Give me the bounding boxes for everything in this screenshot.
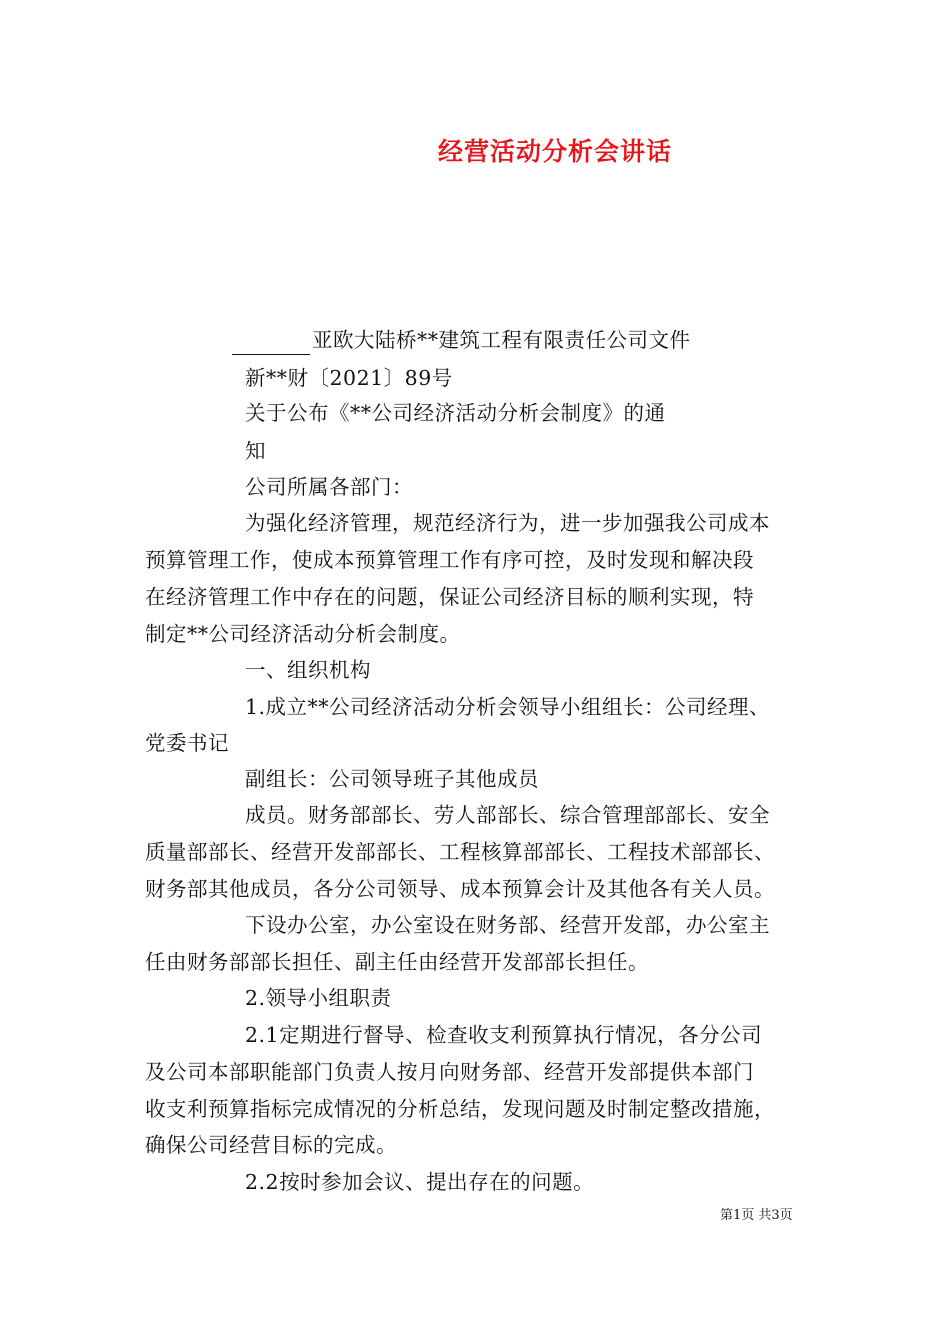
subject-line-1: 关于公布《**公司经济活动分析会制度》的通 xyxy=(245,401,666,425)
members-line: 财务部其他成员，各分公司领导、成本预算会计及其他各有关人员。 xyxy=(145,877,775,901)
deputy-line: 副组长：公司领导班子其他成员 xyxy=(245,767,539,791)
document-title: 经营活动分析会讲话 xyxy=(437,137,672,166)
intro-line: 制定**公司经济活动分析会制度。 xyxy=(145,622,461,646)
item2-1-line: 收支利预算指标完成情况的分析总结，发现问题及时制定整改措施， xyxy=(145,1097,775,1121)
item2-heading: 2.领导小组职责 xyxy=(245,986,392,1010)
subject-line-2: 知 xyxy=(245,439,266,463)
item2-2-line: 2.2按时参加会议、提出存在的问题。 xyxy=(245,1170,595,1194)
office-line: 任由财务部部长担任、副主任由经营开发部部长担任。 xyxy=(145,950,649,974)
intro-line: 为强化经济管理，规范经济行为，进一步加强我公司成本 xyxy=(245,511,770,535)
addressee: 公司所属各部门： xyxy=(245,475,413,499)
item2-1-line: 及公司本部职能部门负责人按月向财务部、经营开发部提供本部门 xyxy=(145,1060,754,1084)
item1-line: 党委书记 xyxy=(145,731,229,755)
item1-line: 1.成立**公司经济活动分析会领导小组组长：公司经理、 xyxy=(245,695,771,719)
intro-line: 在经济管理工作中存在的问题，保证公司经济目标的顺利实现，特 xyxy=(145,585,754,609)
office-line: 下设办公室，办公室设在财务部、经营开发部，办公室主 xyxy=(245,913,770,937)
item2-1-line: 确保公司经营目标的完成。 xyxy=(145,1133,397,1157)
item2-1-line: 2.1定期进行督导、检查收支利预算执行情况，各分公司 xyxy=(245,1023,763,1047)
section-heading: 一、组织机构 xyxy=(245,658,371,682)
company-name: 亚欧大陆桥**建筑工程有限责任公司文件 xyxy=(312,328,691,352)
intro-line: 预算管理工作，使成本预算管理工作有序可控，及时发现和解决段 xyxy=(145,548,754,572)
members-line: 质量部部长、经营开发部部长、工程核算部部长、工程技术部部长、 xyxy=(145,840,775,864)
doc-number: 新**财〔2021〕89号 xyxy=(245,366,453,390)
blank-underline xyxy=(232,332,310,355)
page-footer: 第1页 共3页 xyxy=(720,1208,793,1223)
company-header-line xyxy=(232,325,691,355)
members-line: 成员。财务部部长、劳人部部长、综合管理部部长、安全 xyxy=(245,803,770,827)
